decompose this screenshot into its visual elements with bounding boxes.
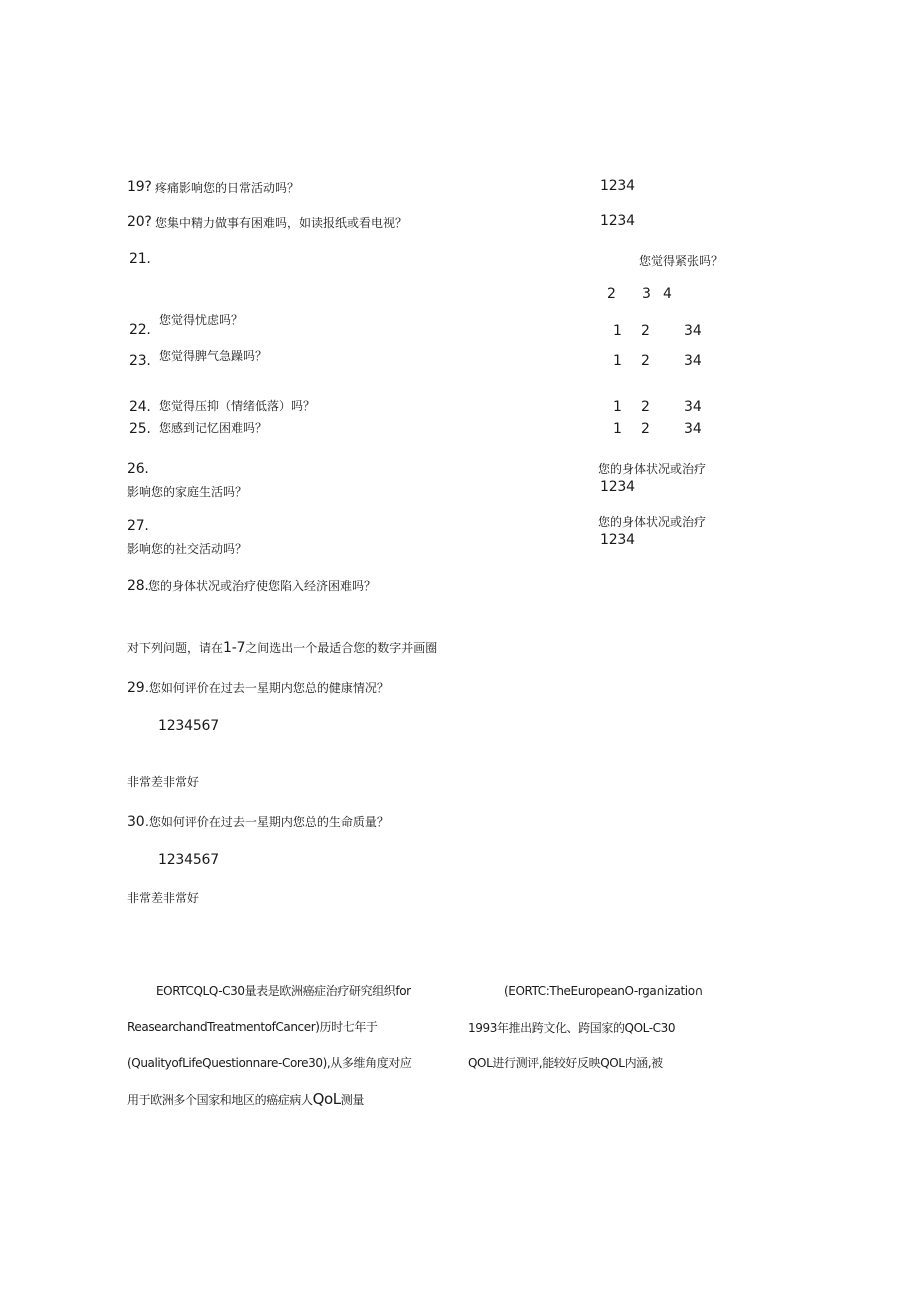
q22-scale-c[interactable]: 34 xyxy=(684,323,702,339)
q26-number: 26. xyxy=(127,461,149,477)
q27-text: 影响您的社交活动吗？ xyxy=(127,542,248,556)
q25-scale-c[interactable]: 34 xyxy=(684,421,702,437)
q29-number: 29 xyxy=(127,680,145,696)
q21-scale-c[interactable]: 4 xyxy=(663,286,672,302)
q23-scale-b[interactable]: 2 xyxy=(641,353,650,369)
q24-scale-b[interactable]: 2 xyxy=(641,399,650,415)
footer-line-4: 用于欧洲多个国家和地区的癌症病人QoL测量 xyxy=(127,1090,364,1108)
q24-text: 您觉得压抑（情绪低落）吗？ xyxy=(159,399,316,413)
q19-text: 疼痛影响您的日常活动吗？ xyxy=(155,181,300,195)
q29-text: .您如何评价在过去一星期内您总的健康情况？ xyxy=(145,681,389,695)
instruction: 对下列问题，请在1-7之间选出一个最适合您的数字并画圈 xyxy=(127,640,438,656)
footer-line-1-right: (EORTC:TheEuropeanO-rga∩izatio∩ xyxy=(504,984,704,998)
footer-line-2-right: 1993年推出跨文化、跨国家的QOL-C30 xyxy=(468,1021,676,1035)
q26-right-text: 您的身体状况或治疗 xyxy=(598,462,707,476)
footer-line-1-left: EORTCQLQ-C30量表是欧洲癌症治疗研究组织for xyxy=(156,984,411,998)
q29-scale[interactable]: 1234567 xyxy=(158,718,219,734)
q19-scale[interactable]: 1234 xyxy=(600,178,635,194)
q20-scale[interactable]: 1234 xyxy=(600,213,635,229)
q22-text: 您觉得忧虑吗？ xyxy=(159,313,244,327)
q25-text: 您感到记忆困难吗？ xyxy=(159,421,268,435)
q25-scale-a[interactable]: 1 xyxy=(613,421,622,437)
footer-line-2-left: ReasearchandTreatmentofCancer)历时七年于 xyxy=(127,1020,378,1034)
q30-scale[interactable]: 1234567 xyxy=(158,852,219,868)
q22-scale-a[interactable]: 1 xyxy=(613,323,622,339)
q30-scale-labels: 非常差非常好 xyxy=(127,891,200,905)
q28-number: 28. xyxy=(127,578,149,594)
q25-scale-b[interactable]: 2 xyxy=(641,421,650,437)
q20-text: 您集中精力做事有困难吗，如读报纸或看电视？ xyxy=(155,216,408,230)
q23-number: 23. xyxy=(129,353,151,369)
q27-number: 27. xyxy=(127,518,149,534)
q30-number: 30 xyxy=(127,814,145,830)
q21-scale-a[interactable]: 2 xyxy=(607,286,616,302)
q25-number: 25. xyxy=(129,421,151,437)
q24-scale-a[interactable]: 1 xyxy=(613,399,622,415)
q27-scale[interactable]: 1234 xyxy=(600,532,635,548)
q20-number: 20? xyxy=(127,214,152,230)
q23-text: 您觉得脾气急躁吗？ xyxy=(159,349,268,363)
q22-number: 22. xyxy=(129,322,151,338)
q21-number: 21. xyxy=(129,251,151,267)
q30-text: .您如何评价在过去一星期内您总的生命质量？ xyxy=(145,815,389,829)
q21-scale-b[interactable]: 3 xyxy=(642,286,651,302)
q24-number: 24. xyxy=(129,399,151,415)
q24-scale-c[interactable]: 34 xyxy=(684,399,702,415)
q29-scale-labels: 非常差非常好 xyxy=(127,775,200,789)
q26-text: 影响您的家庭生活吗？ xyxy=(127,485,248,499)
q23-scale-c[interactable]: 34 xyxy=(684,353,702,369)
q22-scale-b[interactable]: 2 xyxy=(641,323,650,339)
q19-number: 19? xyxy=(127,179,152,195)
q23-scale-a[interactable]: 1 xyxy=(613,353,622,369)
footer-line-3-left: (QualityofLifeQuestionnare-Core30),从多维角度对应 xyxy=(127,1056,412,1070)
q28-text: 您的身体状况或治疗使您陷入经济困难吗？ xyxy=(148,579,377,593)
footer-line-3-right: QOL进行测评,能较好反映QOL内涵,被 xyxy=(468,1056,663,1070)
q26-scale[interactable]: 1234 xyxy=(600,479,635,495)
q21-text: 您觉得紧张吗？ xyxy=(639,254,724,268)
q27-right-text: 您的身体状况或治疗 xyxy=(598,515,707,529)
